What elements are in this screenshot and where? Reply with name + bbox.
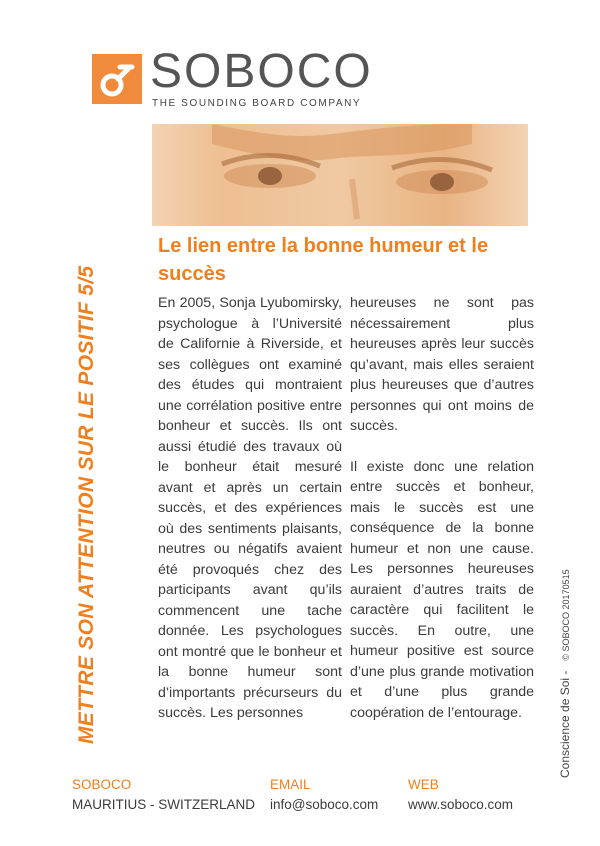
article-column-1: [158, 293, 342, 724]
footer-company-label: SOBOCO: [72, 777, 132, 792]
footer-web-label: WEB: [408, 777, 439, 792]
paragraph: Il existe donc une relation entre succès et bonheur, mais le succès est une conséquence de la bonne humeur et non une cause. Les personnes heureuses auraient d’autres traits de caractère qui facilitent le succès. En outre, une humeur positive est source d’une plus grande motivation et d’une plus grande coopération de l’entourage.: [350, 458, 534, 721]
footer-web-link[interactable]: www.soboco.com: [408, 797, 514, 812]
copyright-label: © SOBOCO 20170515: [561, 569, 571, 661]
series-title: METTRE SON ATTENTION SUR LE POSITIF 5/5: [75, 265, 98, 744]
soboco-logo-icon: [92, 54, 142, 104]
header-photo: [152, 124, 528, 226]
footer-company-value: MAURITIUS - SWITZERLAND: [72, 797, 256, 812]
category-copyright: [558, 569, 572, 778]
category-label: Conscience de Soi -: [558, 670, 572, 778]
paragraph: En 2005, Sonja Lyubomirsky, psychologue à l’Université de Californie à Riverside, et ses collègues ont examiné des études qui montraient une corrélation positive entre bonheur et succès. Ils ont aussi étudié des travaux où le bonheur était mesuré avant et après un certain succès, et des expériences où des sentiments plaisants, neutres ou négatifs avaient été provoqués chez des participants avant qu’ils commencent une tache donnée. Les psychologues ont montré que le bonheur et la bonne humeur sont d’importants précurseurs du succès. Les personnes: [158, 295, 342, 721]
footer-email-label: EMAIL: [270, 777, 311, 792]
article-title: Le lien entre la bonne humeur et le succès: [158, 235, 489, 285]
brand-name: SOBOCO: [150, 45, 373, 98]
paragraph: heureuses ne sont pas nécessairement plus heureuses après leur succès qu’avant, mais elles seraient plus heureuses que d’autres personnes qui ont moins de succès.: [350, 295, 534, 434]
brand-tagline: THE SOUNDING BOARD COMPANY: [152, 98, 362, 109]
article-column-2: [350, 293, 534, 723]
footer-email-link[interactable]: info@soboco.com: [270, 797, 379, 812]
